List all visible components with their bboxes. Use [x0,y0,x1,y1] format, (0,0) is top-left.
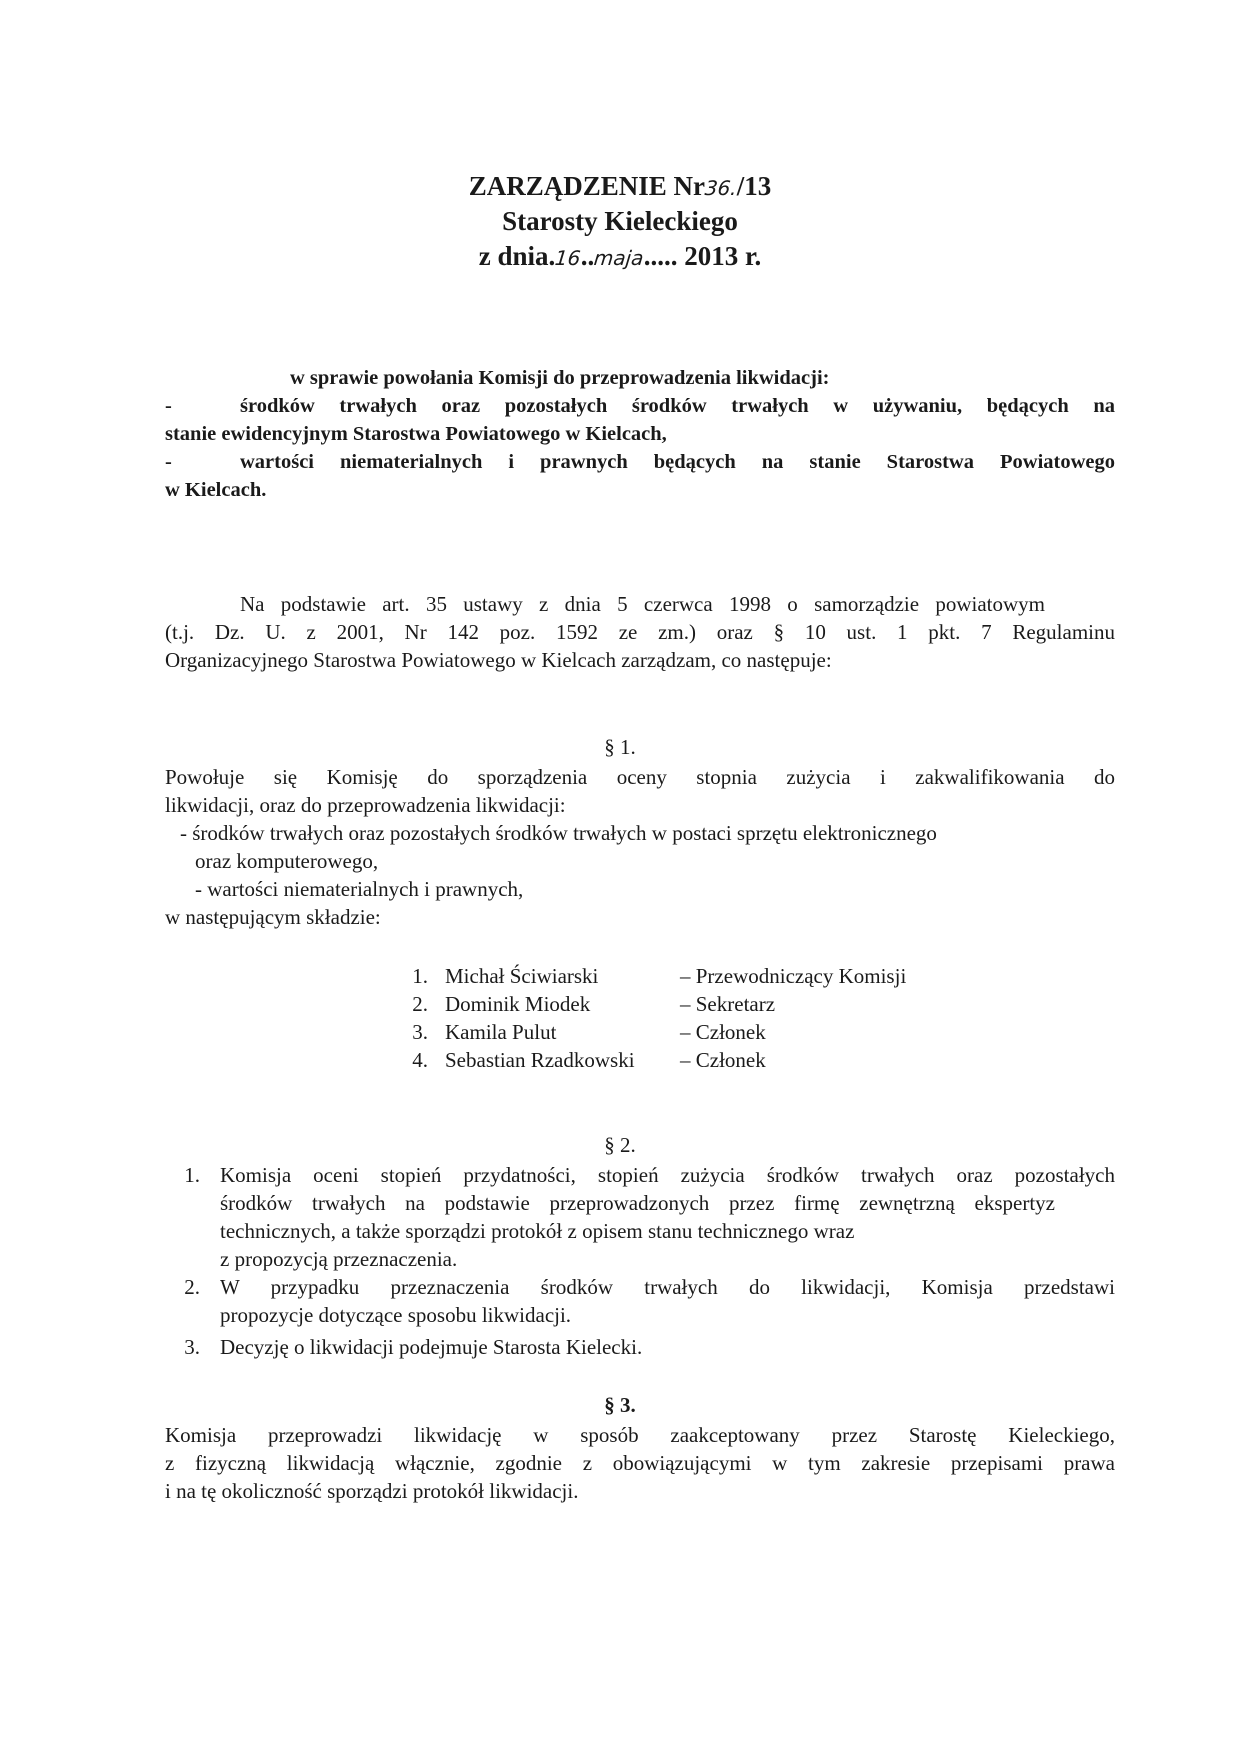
subject-line: w Kielcach. [165,479,267,501]
section-2-item [0,1333,1240,1361]
date-prefix: z dnia. [478,241,556,271]
date-separator: .. [580,241,595,271]
member-role: – Sekretarz [680,992,776,1016]
section-1-list-item: - wartości niematerialnych i prawnych, [195,877,524,901]
member-row [0,962,1240,990]
subject-line: wartości niematerialnych i prawnych będących na stanie Starostwa Powiatowego [240,451,1115,473]
item-number: 3. [184,1335,200,1359]
section-3-mark: § 3. [604,1393,636,1417]
section-3-line: z fizyczną likwidacją włącznie, zgodnie z obowiązującymi w tym zakresie przepisami prawa [165,1451,1115,1475]
item-line: środków trwałych na podstawie przeprowadzonych przez firmę zewnętrzną ekspertyz [220,1191,1055,1215]
member-name: Sebastian Rzadkowski [445,1048,635,1072]
section-3-line: i na tę okoliczność sporządzi protokół likwidacji. [165,1479,579,1503]
item-number: 1. [184,1163,200,1187]
document-date [0,240,1240,274]
item-line: W przypadku przeznaczenia środków trwałych do likwidacji, Komisja przedstawi [220,1275,1115,1299]
handwritten-month: maja [592,246,646,270]
title-suffix: /13 [736,171,772,201]
subject-dash: - [165,451,172,473]
handwritten-number: 36. [703,176,739,200]
section-2-mark: § 2. [604,1133,636,1157]
member-row [0,990,1240,1018]
member-number: 4. [412,1048,428,1072]
member-row [0,1018,1240,1046]
section-2-item [0,1273,1240,1329]
date-suffix: ..... 2013 r. [643,241,762,271]
section-3-line: Komisja przeprowadzi likwidację w sposób zaakceptowany przez Starostę Kieleckiego, [165,1423,1115,1447]
section-1-list-item: oraz komputerowego, [195,849,379,873]
handwritten-day: 16 [553,246,582,270]
member-role: – Przewodniczący Komisji [680,964,907,988]
subject-line: stanie ewidencyjnym Starostwa Powiatowego w Kielcach, [165,423,667,445]
document-title [0,170,1240,204]
member-name: Michał Ściwiarski [445,964,599,988]
member-row [0,1046,1240,1074]
member-role: – Członek [680,1020,766,1044]
member-number: 2. [412,992,428,1016]
preamble-line: (t.j. Dz. U. z 2001, Nr 142 poz. 1592 ze zm.) oraz § 10 ust. 1 pkt. 7 Regulaminu [165,620,1115,644]
member-name: Dominik Miodek [445,992,591,1016]
title-prefix: ZARZĄDZENIE Nr [468,171,705,201]
item-line: Decyzję o likwidacji podejmuje Starosta Kielecki. [220,1335,643,1359]
member-role: – Członek [680,1048,766,1072]
member-name: Kamila Pulut [445,1020,557,1044]
preamble-line: Organizacyjnego Starostwa Powiatowego w Kielcach zarządzam, co następuje: [165,648,832,672]
item-number: 2. [184,1275,200,1299]
section-1-line: likwidacji, oraz do przeprowadzenia likwidacji: [165,793,566,817]
section-1-line: Powołuje się Komisję do sporządzenia oceny stopnia zużycia i zakwalifikowania do [165,765,1115,789]
item-line: propozycje dotyczące sposobu likwidacji. [220,1303,572,1327]
section-1-list-item: - środków trwałych oraz pozostałych środków trwałych w postaci sprzętu elektronicznego [180,821,937,845]
preamble-line: Na podstawie art. 35 ustawy z dnia 5 czerwca 1998 o samorządzie powiatowym [240,592,1045,616]
subject-line: środków trwałych oraz pozostałych środków trwałych w używaniu, będących na [240,395,1115,417]
subject-dash: - [165,395,172,417]
document-issuer: Starosty Kieleckiego [502,206,738,236]
item-line: technicznych, a także sporządzi protokół z opisem stanu technicznego wraz [220,1219,855,1243]
section-1-mark: § 1. [604,735,636,759]
section-2-item [0,1161,1240,1273]
member-number: 3. [412,1020,428,1044]
member-number: 1. [412,964,428,988]
section-1-line: w następującym składzie: [165,905,381,929]
subject-line: w sprawie powołania Komisji do przeprowadzenia likwidacji: [290,367,830,389]
item-line: Komisja oceni stopień przydatności, stopień zużycia środków trwałych oraz pozostałych [220,1163,1115,1187]
item-line: z propozycją przeznaczenia. [220,1247,458,1271]
